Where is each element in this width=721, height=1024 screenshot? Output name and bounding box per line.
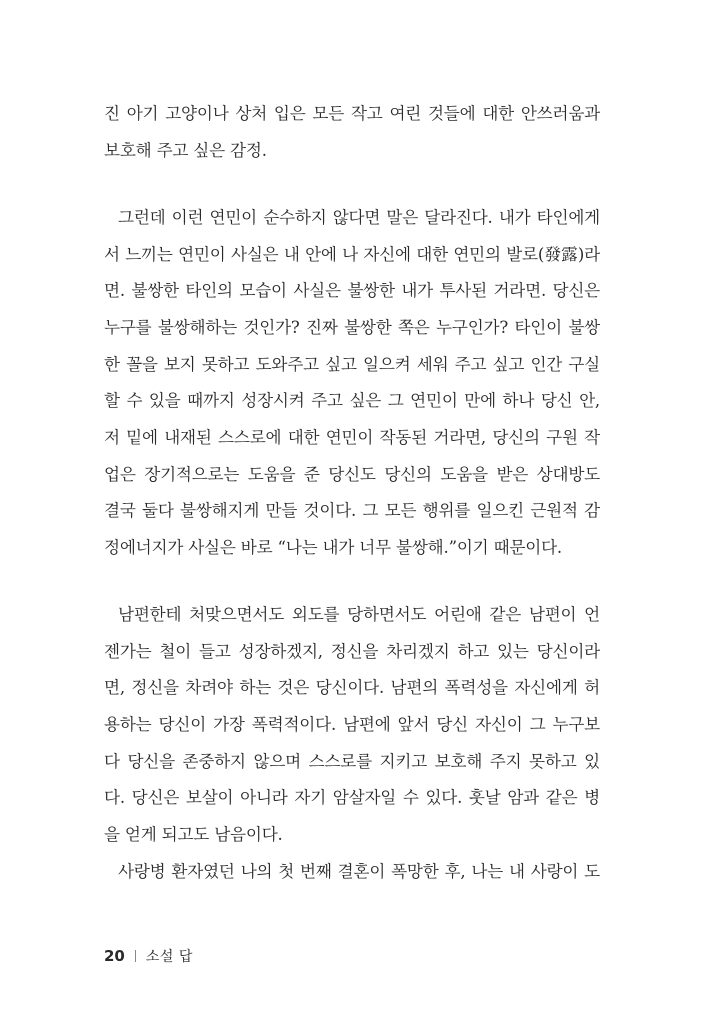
- paragraph-2-line-10: 정에너지가 사실은 바로 “나는 내가 너무 불쌍해.”이기 때문이다.: [104, 538, 562, 557]
- paragraph-3-line-4: 용하는 당신이 가장 폭력적이다. 남편에 앞서 당신 자신이 그 누구보: [104, 715, 600, 734]
- paragraph-2-line-9: 결국 둘다 불쌍해지게 만들 것이다. 그 모든 행위를 일으킨 근원적 감: [104, 501, 600, 520]
- page-footer: [104, 946, 193, 966]
- paragraph-3-line-7: 을 얻게 되고도 남음이다.: [104, 825, 283, 844]
- paragraph-3-line-6: 다. 당신은 보살이 아니라 자기 암살자일 수 있다. 훗날 암과 같은 병: [104, 788, 600, 807]
- book-title: 소설 답: [145, 949, 193, 965]
- paragraph-2-line-1: 그런데 이런 연민이 순수하지 않다면 말은 달라진다. 내가 타인에게: [118, 208, 600, 227]
- paragraph-2-line-3: 면. 불쌍한 타인의 모습이 사실은 불쌍한 내가 투사된 거라면. 당신은: [104, 281, 600, 300]
- page-number: 20: [104, 947, 125, 965]
- paragraph-1-line-2: 보호해 주고 싶은 감정.: [104, 141, 267, 160]
- paragraph-3-line-3: 면, 정신을 차려야 하는 것은 당신이다. 남편의 폭력성을 자신에게 허: [104, 678, 600, 697]
- paragraph-3-line-1: 남편한테 처맞으면서도 외도를 당하면서도 어린애 같은 남편이 언: [118, 605, 600, 624]
- paragraph-3-line-2: 젠가는 철이 들고 성장하겠지, 정신을 차리겠지 하고 있는 당신이라: [104, 642, 600, 661]
- paragraph-2-line-6: 할 수 있을 때까지 성장시켜 주고 싶은 그 연민이 만에 하나 당신 안,: [104, 391, 600, 410]
- paragraph-2-line-8: 업은 장기적으로는 도움을 준 당신도 당신의 도움을 받은 상대방도: [104, 465, 600, 484]
- paragraph-2-line-7: 저 밑에 내재된 스스로에 대한 연민이 작동된 거라면, 당신의 구원 작: [104, 428, 600, 447]
- paragraph-2-line-4: 누구를 불쌍해하는 것인가? 진짜 불쌍한 쪽은 누구인가? 타인이 불쌍: [104, 318, 600, 337]
- paragraph-1-line-1: 진 아기 고양이나 상처 입은 모든 작고 여린 것들에 대한 안쓰러움과: [104, 104, 600, 123]
- footer-divider: [135, 950, 136, 962]
- paragraph-2-line-2: 서 느끼는 연민이 사실은 내 안에 나 자신에 대한 연민의 발로(發露)라: [104, 245, 600, 264]
- paragraph-4-line-1: 사랑병 환자였던 나의 첫 번째 결혼이 폭망한 후, 나는 내 사랑이 도: [118, 862, 600, 881]
- paragraph-3-line-5: 다 당신을 존중하지 않으며 스스로를 지키고 보호해 주지 못하고 있: [104, 752, 600, 771]
- paragraph-2-line-5: 한 꼴을 보지 못하고 도와주고 싶고 일으켜 세워 주고 싶고 인간 구실: [104, 355, 600, 374]
